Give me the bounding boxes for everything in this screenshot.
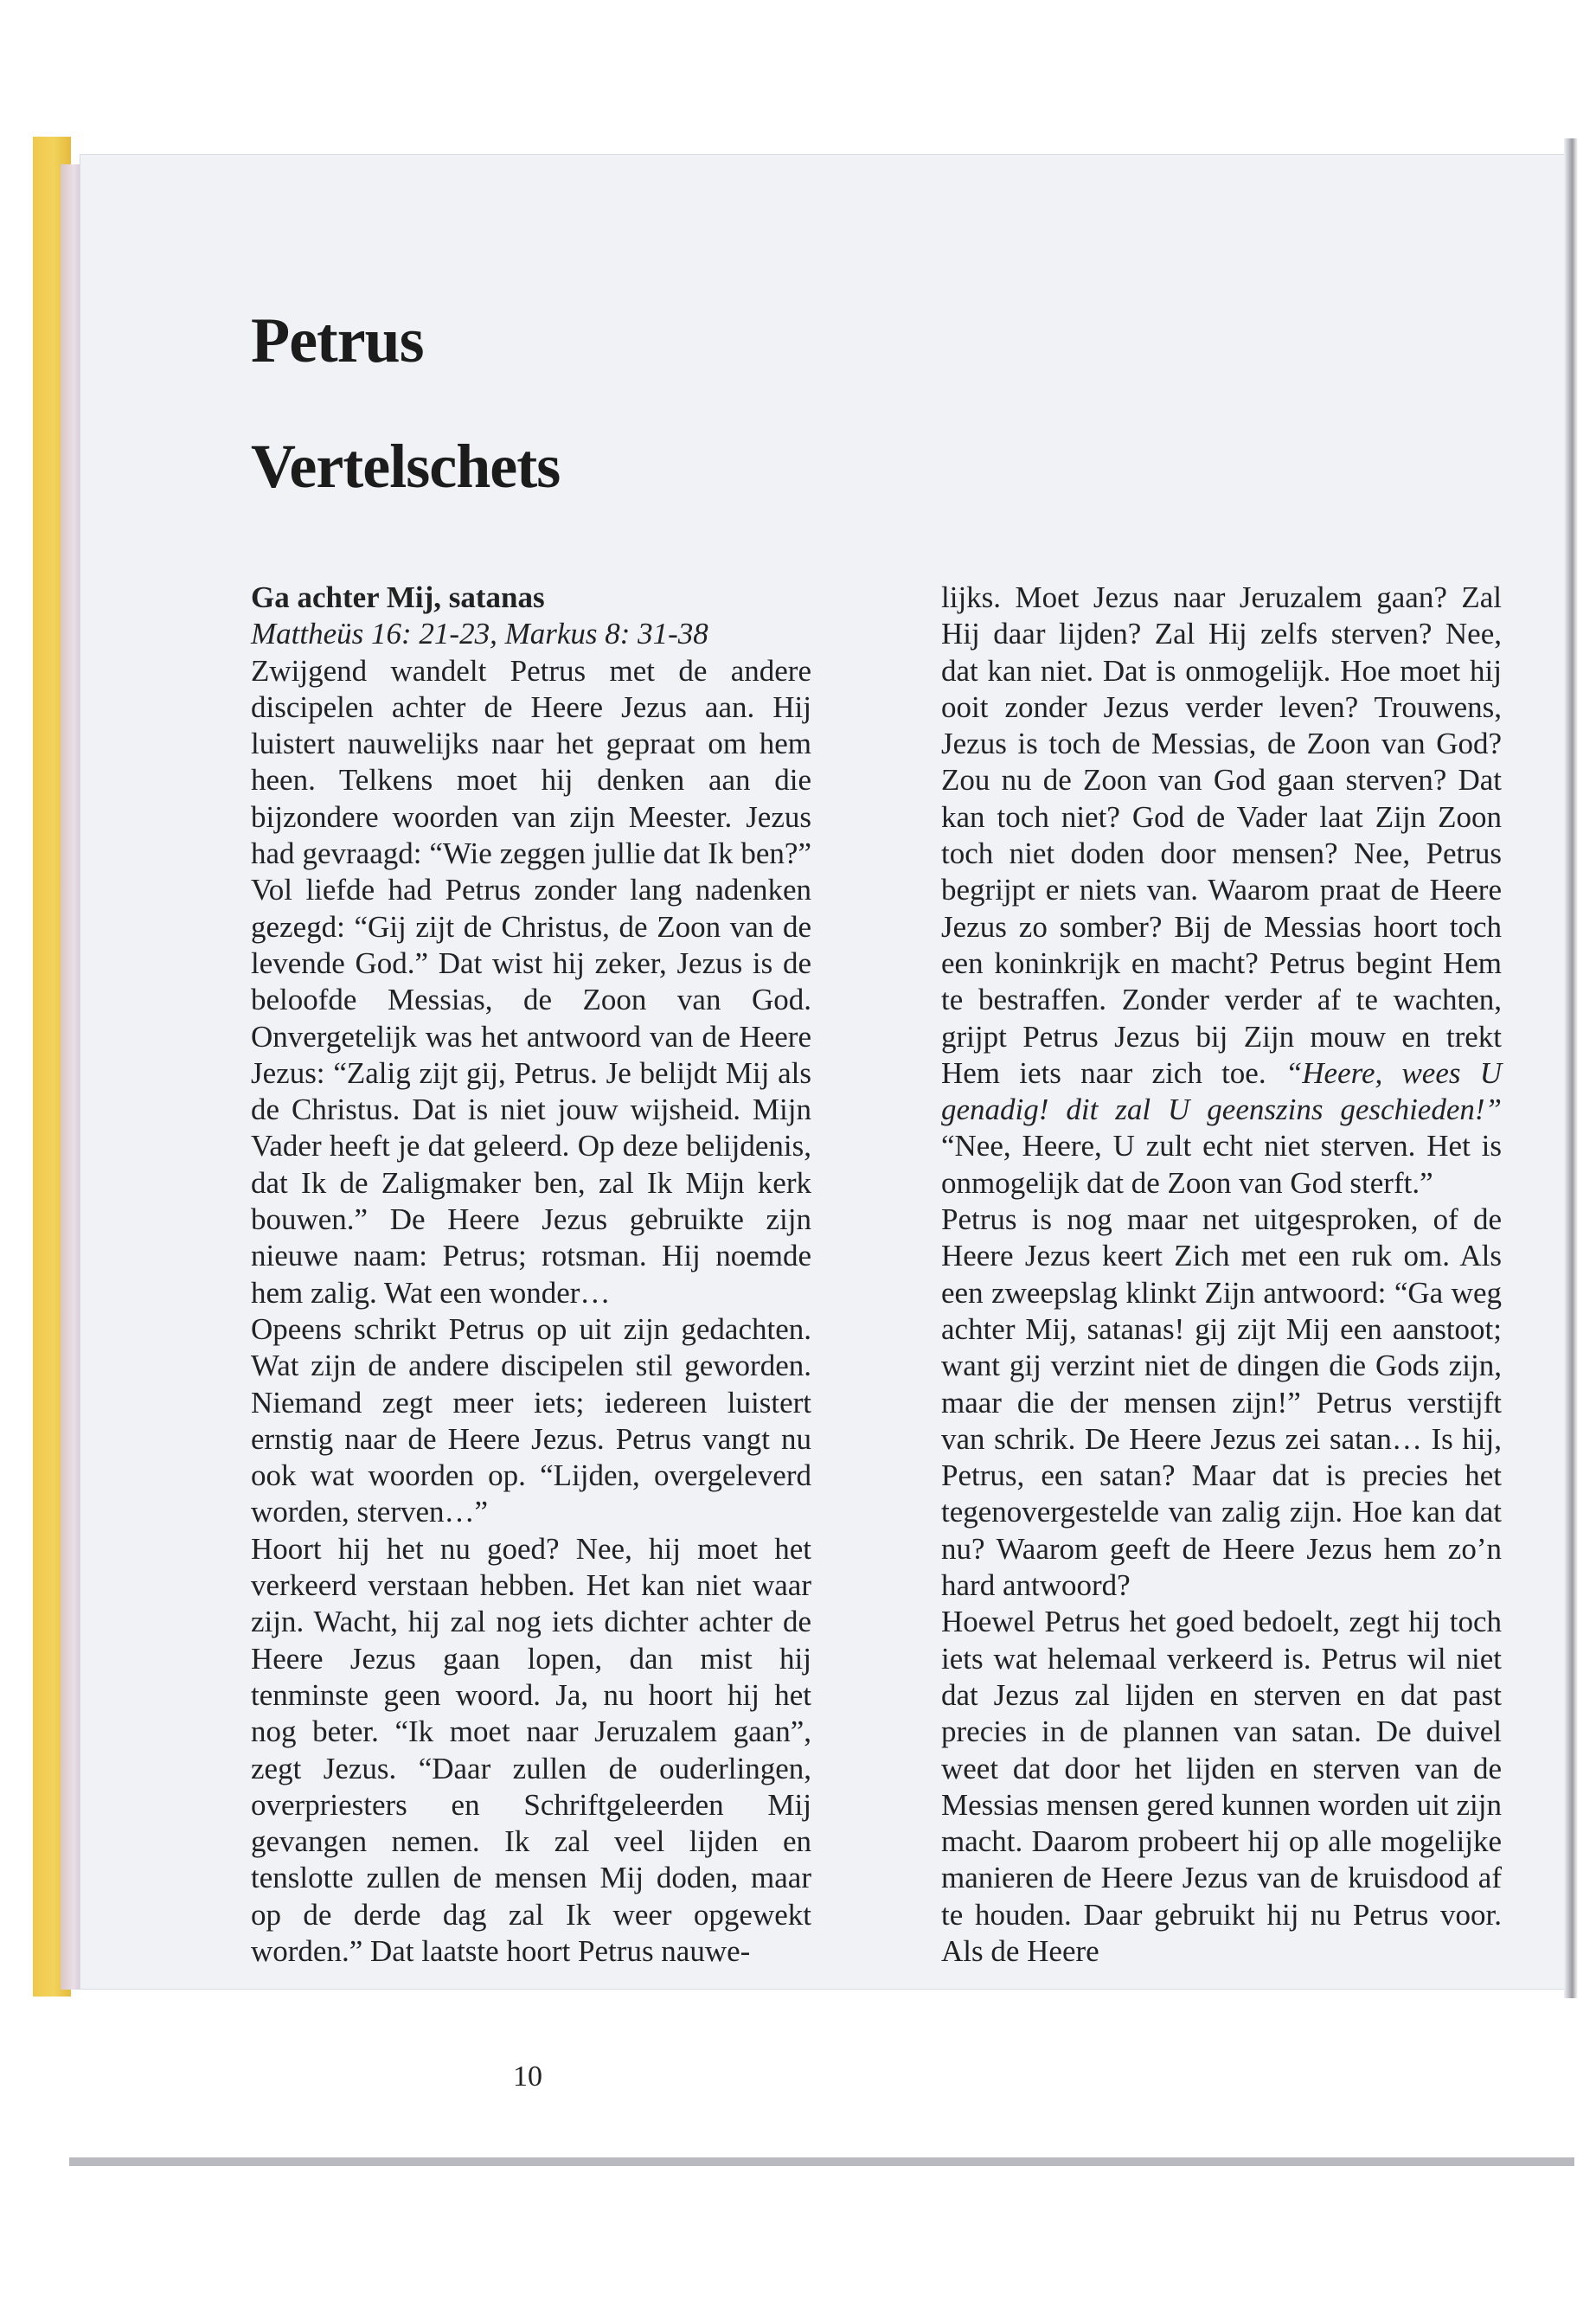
page-bottom-edge bbox=[69, 2157, 1574, 2166]
italic-quote: “Heere, wees U genadig! dit zal U geenszins geschieden!” bbox=[941, 1055, 1502, 1127]
scripture-reference: Mattheüs 16: 21-23, Markus 8: 31-38 bbox=[251, 617, 708, 651]
left-column bbox=[251, 580, 811, 1970]
paragraph: Zwijgend wandelt Petrus met de andere discipelen achter de Heere Jezus aan. Hij luistert nauwelijks naar het gepraat om hem heen. Telkens moet hij denken aan die bijzondere woorden van zijn Meester. Jezus had gevraagd: “Wie zeggen jullie dat Ik ben?” Vol liefde had Petrus zonder lang nadenken gezegd: “Gij zijt de Christus, de Zoon van de levende God.” Dat wist hij zeker, Jezus is de beloofde Messias, de Zoon van God. Onvergetelijk was het antwoord van de Heere Jezus: “Zalig zijt gij, Petrus. Je belijdt Mij als de Christus. Dat is niet jouw wijsheid. Mijn Vader heeft je dat geleerd. Op deze belijdenis, dat Ik de Zaligmaker ben, zal Ik Mijn kerk bouwen.” De Heere Jezus gebruikte zijn nieuwe naam: Petrus; rotsman. Hij noemde hem zalig. Wat een wonder… bbox=[251, 653, 811, 1310]
paragraph: Hoort hij het nu goed? Nee, hij moet het verkeerd verstaan hebben. Het kan niet waar zijn. Wacht, hij zal nog iets dichter achter de Heere Jezus gaan lopen, dan mist hij tenminste geen woord. Ja, nu hoort hij het nog beter. “Ik moet naar Jeruzalem gaan”, zegt Jezus. “Daar zullen de ouderlingen, overpriesters en Schriftgeleerden Mij gevangen nemen. Ik zal veel lijden en tenslotte zullen de mensen Mij doden, maar op de derde dag zal Ik weer opgewekt worden.” Dat laatste hoort Petrus nauwe- bbox=[251, 1531, 811, 1968]
paragraph: Hoewel Petrus het goed bedoelt, zegt hij toch iets wat helemaal verkeerd is. Petrus wil niet dat Jezus zal lijden en sterven en dat past precies in de plannen van satan. De duivel weet dat door het lijden en sterven van de Messias mensen gered kunnen worden uit zijn macht. Daarom probeert hij op alle mogelijke manieren de Heere Jezus van de kruisdood af te houden. Daar gebruikt hij nu Petrus voor. Als de Heere bbox=[941, 1605, 1502, 1968]
page-right-edge bbox=[1564, 138, 1578, 1998]
paragraph: Petrus is nog maar net uitgesproken, of de Heere Jezus keert Zich met een ruk om. Als een zweepslag klinkt Zijn antwoord: “Ga weg achter Mij, satanas! gij zijt Mij een aanstoot; want gij verzint niet de dingen die Gods zijn, maar die der mensen zijn!” Petrus verstijft van schrik. De Heere Jezus zei satan… Is hij, Petrus, een satan? Maar dat is precies het tegenovergestelde van zalig zijn. Hoe kan dat nu? Waarom geeft de Heere Jezus hem zo’n hard antwoord? bbox=[941, 1202, 1502, 1603]
page-title: Petrus bbox=[251, 305, 424, 376]
page-subtitle: Vertelschets bbox=[251, 432, 561, 501]
right-column bbox=[941, 580, 1502, 1970]
paragraph-text: “Nee, Heere, U zult echt niet sterven. Het is onmogelijk dat de Zoon van God sterft.” bbox=[941, 1129, 1502, 1200]
paragraph: Opeens schrikt Petrus op uit zijn gedachten. Wat zijn de andere discipelen stil geworden. Niemand zegt meer iets; iedereen luistert ernstig naar de Heere Jezus. Petrus vangt nu ook wat woorden op. “Lijden, overgeleverd worden, sterven…” bbox=[251, 1311, 811, 1529]
paragraph bbox=[941, 580, 1502, 1202]
paragraph-text: lijks. Moet Jezus naar Jeruzalem gaan? Zal Hij daar lijden? Zal Hij zelfs sterven? Nee, dat kan niet. Dat is onmogelijk. Hoe moet hij ooit zonder Jezus verder leven? Trouwens, Jezus is toch de Messias, de Zoon van God? Zou nu de Zoon van God gaan sterven? Dat kan toch niet? God de Vader laat Zijn Zoon toch niet doden door mensen? Nee, Petrus begrijpt er niets van. Waarom praat de Heere Jezus zo somber? Bij de Messias hoort toch een koninkrijk en macht? Petrus begint Hem te bestraffen. Zonder verder af te wachten, grijpt Petrus Jezus bij Zijn mouw en trekt Hem iets naar zich toe. bbox=[941, 580, 1502, 1090]
page-number: 10 bbox=[513, 2061, 542, 2093]
section-heading: Ga achter Mij, satanas bbox=[251, 580, 545, 614]
